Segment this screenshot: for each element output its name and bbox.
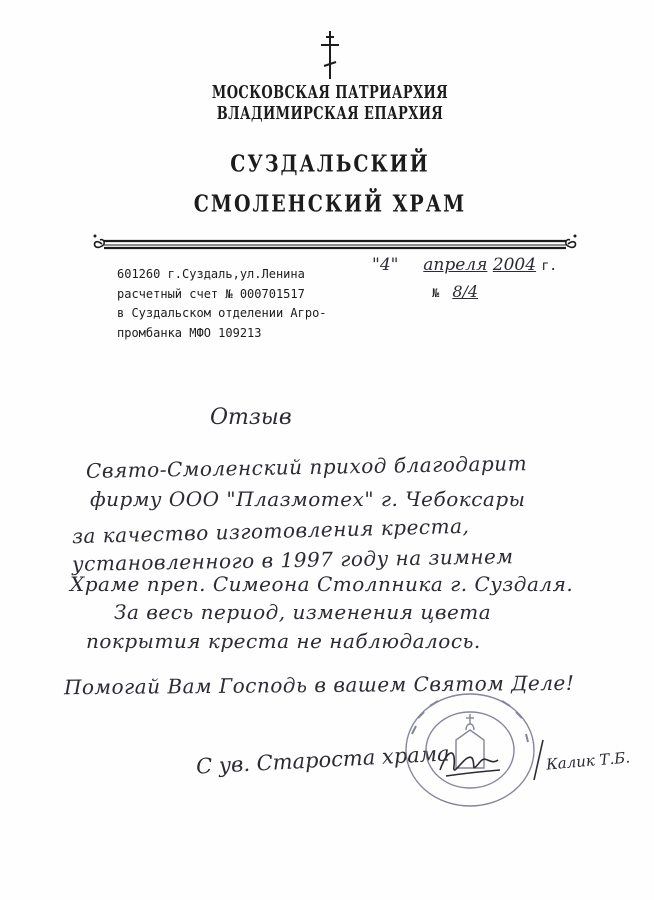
date-month: апреля — [423, 255, 488, 275]
outgoing-number — [432, 282, 478, 301]
church-name-line2: СМОЛЕНСКИЙ ХРАМ — [193, 190, 467, 218]
ornamental-divider — [90, 232, 580, 256]
handwritten-signature — [436, 740, 504, 786]
church-name-line1: СУЗДАЛЬСКИЙ — [230, 150, 430, 178]
eparchy-title: ВЛАДИМИРСКАЯ ЕПАРХИЯ — [216, 104, 444, 125]
body-line: покрытия креста не наблюдалось. — [86, 629, 481, 653]
account-line: расчетный счет № 000701517 — [117, 286, 305, 301]
bank-line: в Суздальском отделении Агро- — [117, 306, 327, 320]
address-line: 601260 г.Суздаль,ул.Ленина — [117, 267, 305, 281]
blessing-line: Помогай Вам Господь в вашем Святом Деле! — [63, 670, 575, 700]
body-line: За весь период, изменения цвета — [114, 600, 492, 624]
letter-title: Отзыв — [210, 405, 292, 430]
body-line: установленного в 1997 году на зимнем — [71, 544, 514, 576]
date-day: "4" — [372, 255, 399, 275]
body-line: Храме преп. Симеона Столпника г. Суздаля. — [70, 572, 574, 596]
signer-name: Калик Т.Б. — [545, 748, 631, 774]
signature-caption: С ув. Староста храма — [195, 741, 451, 779]
number-label: № — [432, 286, 440, 300]
church-address-block — [117, 265, 327, 343]
letter-date — [372, 255, 557, 275]
patriarchate-title: МОСКОВСКАЯ ПАТРИАРХИЯ — [211, 83, 449, 104]
orthodox-cross-icon — [318, 30, 342, 80]
date-year: 2004 — [492, 255, 537, 275]
body-line: фирму ООО "Плазмотех" г. Чебоксары — [90, 487, 526, 511]
date-suffix: г. — [541, 259, 558, 274]
mfo-line: промбанка МФО 109213 — [117, 325, 262, 340]
body-line: за качество изготовления креста, — [71, 513, 470, 549]
body-line: Свято-Смоленский приход благодарит — [85, 451, 528, 483]
number-value: 8/4 — [452, 282, 479, 301]
